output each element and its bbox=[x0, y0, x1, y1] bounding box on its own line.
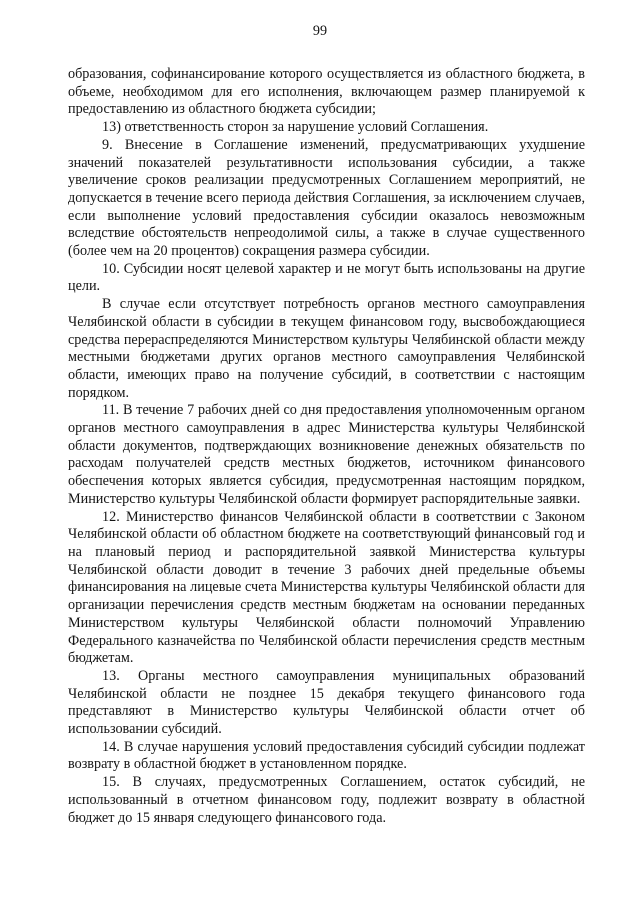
paragraph-clause-13: 13) ответственность сторон за нарушение условий Соглашения. bbox=[102, 119, 489, 136]
paragraph-item-15: 15. В случаях, предусмотренных Соглашением, остаток субсидий, не использованный в отчетном финансовом году, подлежит возврату в областной бюджет до 15 января следующего финансового года. bbox=[68, 774, 585, 826]
paragraph-item-9: 9. Внесение в Соглашение изменений, предусматривающих ухудшение значений показателей результативности использования субсидии, а также увеличение сроков реализации предусмотренных Соглашением мероприятий, не допускается в течение всего периода действия Соглашения, за исключением случаев, если выполнение условий предоставления субсидии оказалось невозможным вследствие обстоятельств непреодолимой силы, а также в случае существенного (более чем на 20 процентов) сокращения размера субсидии. bbox=[68, 136, 585, 260]
paragraph-item-12: 12. Министерство финансов Челябинской области в соответствии с Законом Челябинской области об областном бюджете на соответствующий финансовый год и на плановый период и распорядительной заявкой Министерства культуры Челябинской области доводит в течение 3 рабочих дней предельные объемы финансирования на лицевые счета Министерства культуры Челябинской области для организации перечисления средств местным бюджетам на основании переданных Министерством культуры Челябинской области полномочий Управлению Федерального казначейства по Челябинской области перечисления средств местным бюджетам. bbox=[68, 508, 585, 667]
paragraph-item-13: 13. Органы местного самоуправления муниципальных образований Челябинской области не позднее 15 декабря текущего финансового года представляют в Министерство культуры Челябинской области отчет об использовании субсидий. bbox=[68, 667, 585, 738]
paragraph-item-10: 10. Субсидии носят целевой характер и не могут быть использованы на другие цели. bbox=[68, 260, 585, 295]
paragraph-item-11: 11. В течение 7 рабочих дней со дня предоставления уполномоченным органом органов местного самоуправления в адрес Министерства культуры Челябинской области документов, подтверждающих возникновение денежных обязательств по расходам получателей средств местных бюджетов, источником финансового обеспечения которых является субсидия, предусмотренная настоящим порядком, Министерство культуры Челябинской области формирует распорядительные заявки. bbox=[68, 402, 585, 507]
page-number: 99 bbox=[312, 23, 328, 39]
paragraph-item-14: 14. В случае нарушения условий предоставления субсидий субсидии подлежат возврату в областной бюджет в установленном порядке. bbox=[68, 738, 585, 773]
paragraph-continuation: образования, софинансирование которого осуществляется из областного бюджета, в объеме, необходимом для его исполнения, включающем размер планируемой к предоставлению из областного бюджета субсидии; bbox=[68, 66, 585, 118]
document-body bbox=[68, 66, 585, 827]
paragraph-redistribution: В случае если отсутствует потребность органов местного самоуправления Челябинской области в субсидии в текущем финансовом году, высвобождающиеся средства перераспределяются Министерством культуры Челябинской области между местными бюджетами других органов местного самоуправления Челябинской области, имеющих право на получение субсидий, в соответствии с настоящим порядком. bbox=[68, 296, 585, 401]
